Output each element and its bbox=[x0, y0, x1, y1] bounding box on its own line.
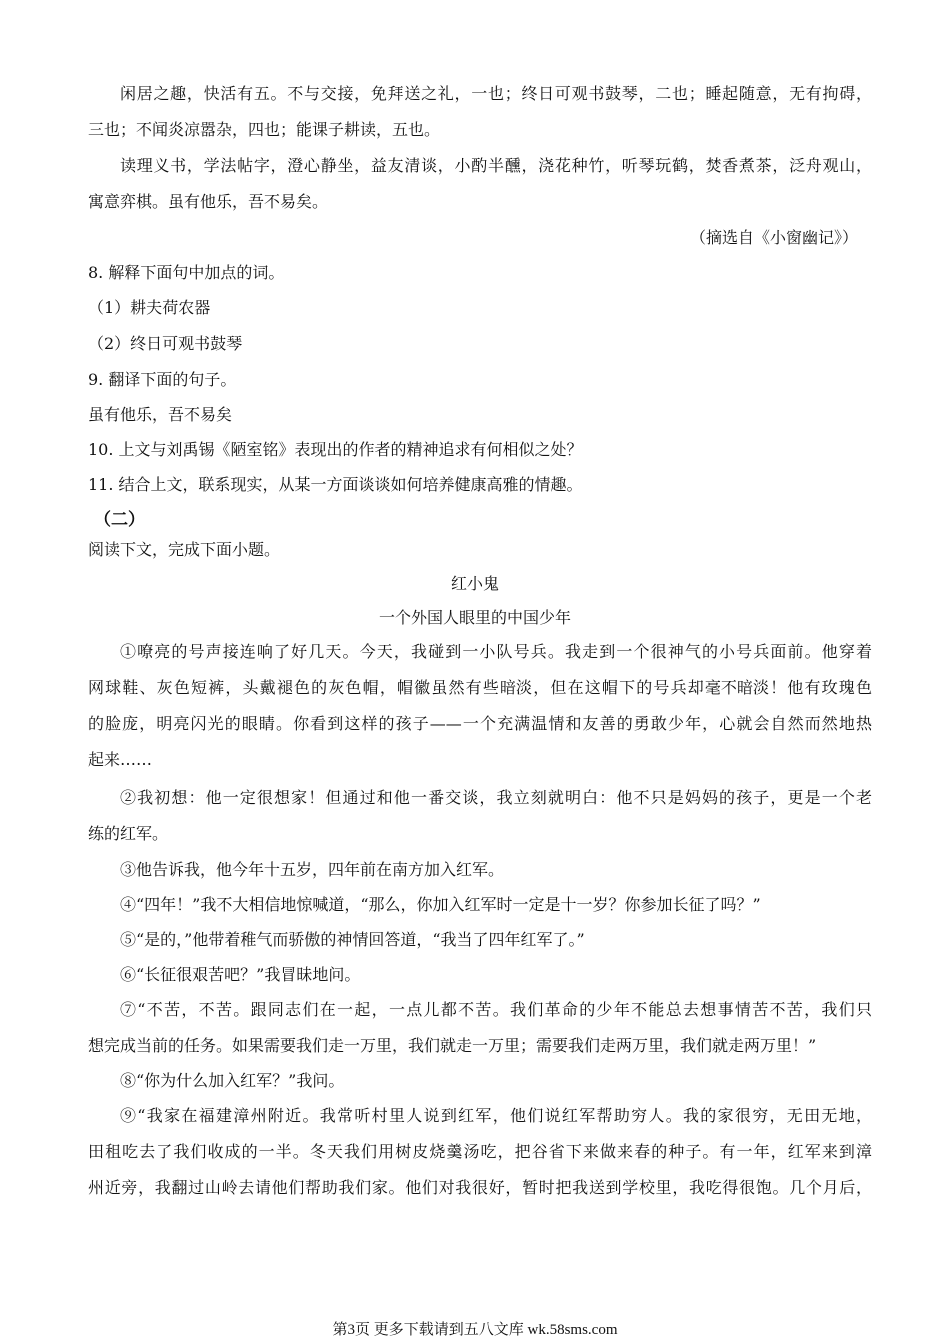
passage-line: 寓意弈棋。虽有他乐，吾不易矣。 bbox=[88, 192, 329, 211]
item-text: 农器 bbox=[178, 298, 211, 317]
dotted-word bbox=[705, 676, 769, 700]
question-9-title: 9. 翻译下面的句子。 bbox=[88, 370, 237, 389]
dotted-char: 淡 bbox=[752, 678, 769, 697]
article-line: ⑦“不苦，不苦。跟同志们在一起，一点儿都不苦。我们革命的少年不能总去想事情苦不苦，我们只 bbox=[120, 1000, 872, 1019]
article-line: 练的红军。 bbox=[88, 824, 169, 843]
dotted-char: 毫 bbox=[704, 678, 721, 697]
article-title: 红小鬼 bbox=[450, 574, 499, 593]
question-8-title: 8. 解释下面句中加点的词。 bbox=[88, 263, 285, 282]
section-instruction: 阅读下文，完成下面小题。 bbox=[88, 540, 281, 559]
article-line: ⑨“我家在福建漳州附近。我常听村里人说到红军，他们说红军帮助穷人。我的家很穷，无田无地， bbox=[120, 1106, 872, 1125]
question-8-item-1 bbox=[88, 296, 872, 320]
question-8-item-2 bbox=[88, 332, 872, 356]
article-line: ④“四年！”我不大相信地惊喊道，“那么，你加入红军时一定是十一岁？你参加长征了吗？” bbox=[120, 895, 761, 914]
article-line: 田租吃去了我们收成的一半。冬天我们用树皮烧羹汤吃，把谷省下来做来春的种子。有一年，红军来到漳 bbox=[88, 1142, 872, 1161]
dotted-word: 鼓 bbox=[210, 334, 227, 353]
section-heading: （二） bbox=[94, 510, 145, 530]
passage-citation: （摘选自《小窗幽记》） bbox=[689, 228, 858, 247]
dotted-char: 不 bbox=[720, 678, 737, 697]
question-11: 11. 结合上文，联系现实，从某一方面谈谈如何培养健康高雅的情趣。 bbox=[88, 475, 583, 494]
page-footer: 第3页 更多下载请到五八文库 wk.58sms.com bbox=[332, 1322, 618, 1338]
article-line: ③他告诉我，他今年十五岁，四年前在南方加入红军。 bbox=[120, 860, 505, 879]
article-line: ⑧“你为什么加入红军？”我问。 bbox=[120, 1071, 345, 1090]
passage-line: 读理义书，学法帖字，澄心静坐，益友清谈，小酌半醺，浇花种竹，听琴玩鹤，焚香煮茶，泛舟观山， bbox=[120, 156, 872, 175]
article-line: 州近旁，我翻过山岭去请他们帮助我们家。他们对我很好，暂时把我送到学校里，我吃得很饱。几个月后， bbox=[88, 1178, 872, 1197]
article-line: 的脸庞，明亮闪光的眼睛。你看到这样的孩子——一个充满温情和友善的勇敢少年，心就会自然而然地热 bbox=[88, 714, 872, 733]
item-text: （2）终日可观书 bbox=[88, 334, 211, 353]
article-line bbox=[88, 676, 872, 700]
dotted-text bbox=[500, 678, 532, 697]
dotted-char: 暗 bbox=[736, 678, 753, 697]
article-line: 起来…… bbox=[88, 750, 153, 769]
dotted-word: 荷 bbox=[162, 298, 179, 317]
item-text: 琴 bbox=[226, 334, 243, 353]
question-10: 10. 上文与刘禹锡《陋室铭》表现出的作者的精神追求有何相似之处？ bbox=[88, 440, 583, 459]
article-line: ①嘹亮的号声接连响了好几天。今天，我碰到一小队号兵。我走到一个很神气的小号兵面前。他穿着 bbox=[120, 642, 872, 661]
line-text: ，但在这帽下的号兵却 bbox=[532, 678, 705, 697]
article-line: ⑤“是的，”他带着稚气而骄傲的神情回答道，“我当了四年红军了。” bbox=[120, 930, 585, 949]
article-line: 想完成当前的任务。如果需要我们走一万里，我们就走一万里；需要我们走两万里，我们就走两万里！” bbox=[88, 1036, 817, 1055]
dotted-char: 暗 bbox=[500, 678, 517, 697]
article-line: ②我初想：他一定很想家！但通过和他一番交谈，我立刻就明白：他不只是妈妈的孩子，更是一个老 bbox=[120, 788, 872, 807]
question-9-sentence: 虽有他乐，吾不易矣 bbox=[88, 405, 233, 424]
article-line: ⑥“长征很艰苦吧？”我冒昧地问。 bbox=[120, 965, 361, 984]
article-subtitle: 一个外国人眼里的中国少年 bbox=[378, 608, 571, 627]
line-text: 网球鞋、灰色短裤，头戴褪色的灰色帽，帽徽虽然有些 bbox=[88, 678, 501, 697]
item-text: （1）耕夫 bbox=[88, 298, 163, 317]
dotted-char: 淡 bbox=[516, 678, 533, 697]
dotted-word bbox=[500, 676, 532, 700]
line-text: ！他有玫瑰色 bbox=[768, 678, 872, 697]
passage-line: 三也；不闻炎凉嚣杂，四也；能课子耕读，五也。 bbox=[88, 120, 441, 139]
dotted-text bbox=[705, 678, 769, 697]
passage-line: 闲居之趣，快活有五。不与交接，免拜送之礼，一也；终日可观书鼓琴，二也；睡起随意，无有拘碍， bbox=[120, 84, 872, 103]
